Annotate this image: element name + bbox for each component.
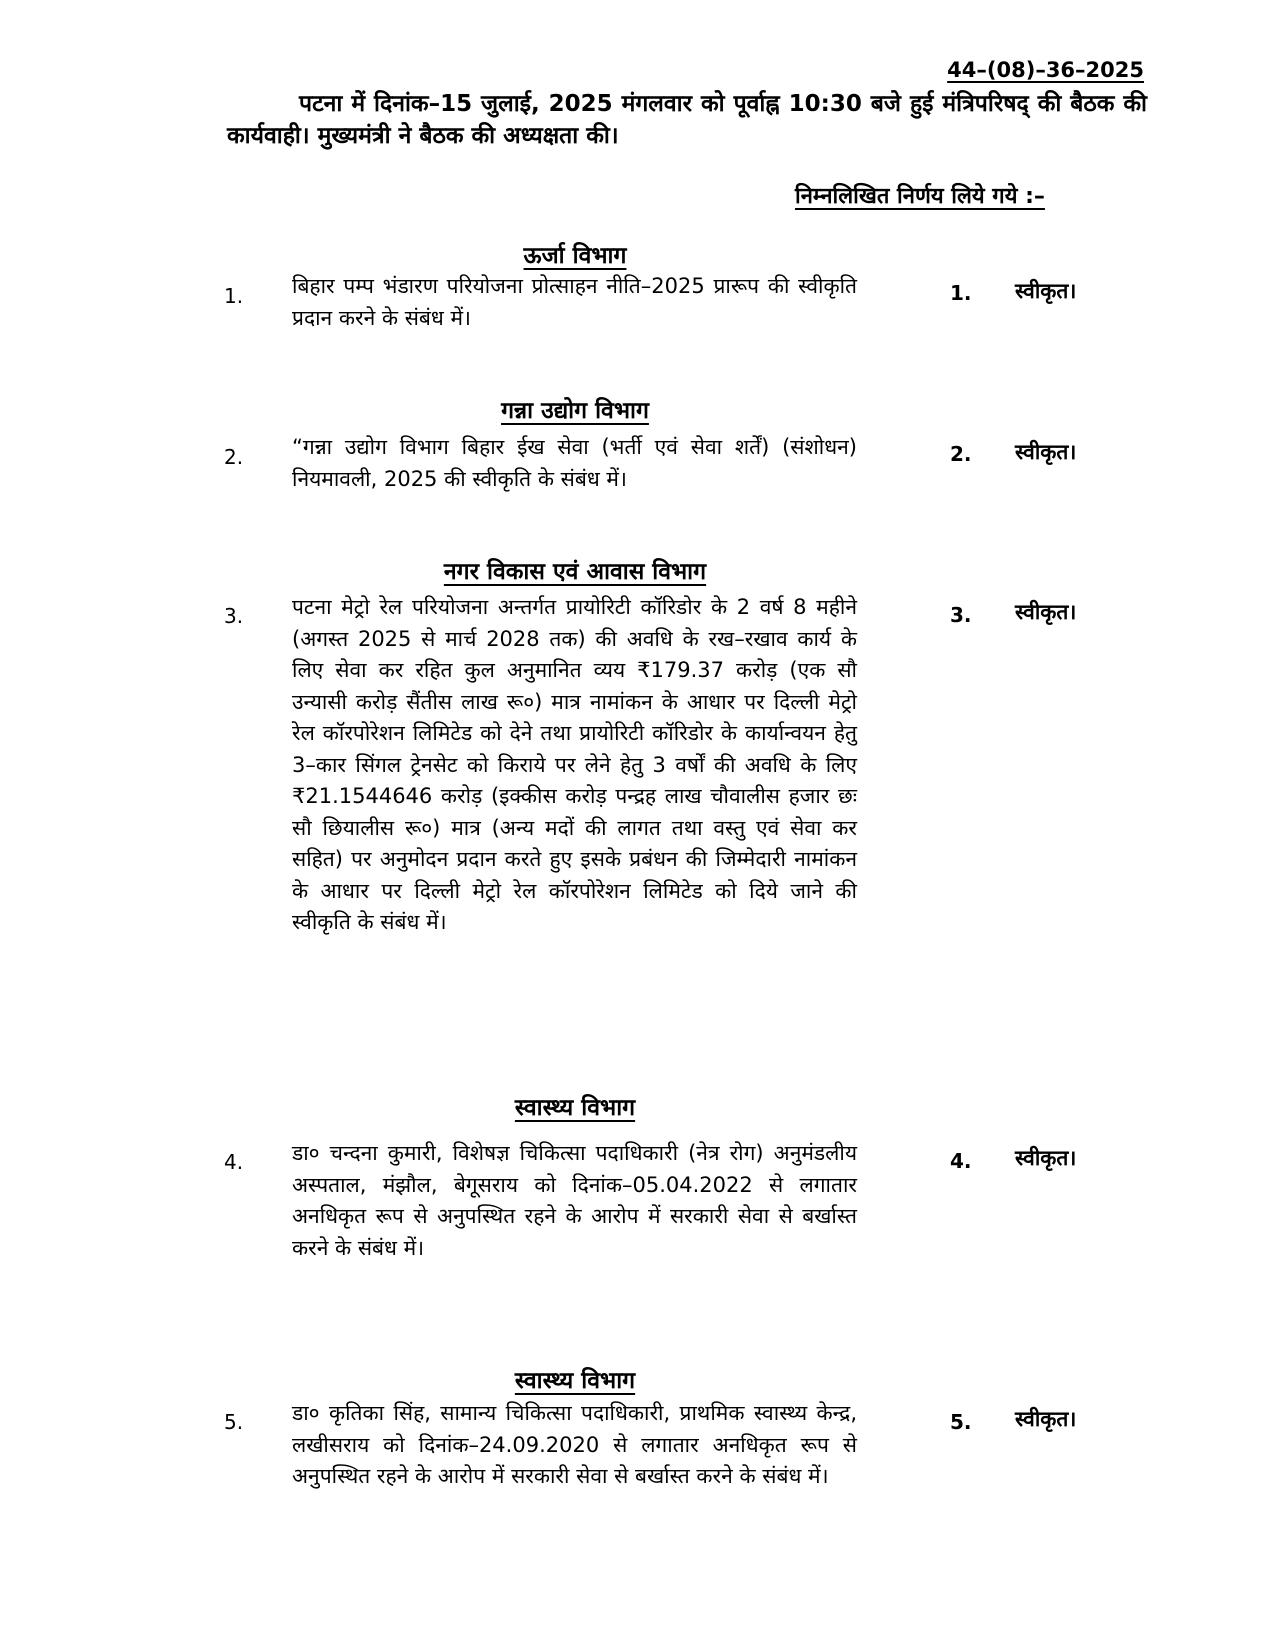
decision-status: स्वीकृत। [1015, 279, 1077, 303]
item-number: 2. [224, 445, 244, 469]
decision-number: 4. [950, 1149, 972, 1173]
item-number: 3. [224, 604, 244, 628]
department-heading: स्वास्थ्य विभाग [514, 1368, 636, 1394]
item-text: “गन्ना उद्योग विभाग बिहार ईख सेवा (भर्ती एवं सेवा शर्तें) (संशोधन) नियमावली, 2025 की स्वीकृति के संबंध में। [292, 435, 857, 491]
item-text: पटना मेट्रो रेल परियोजना अन्तर्गत प्रायोरिटी कॉरिडोर के 2 वर्ष 8 महीने (अगस्त 2025 से मार्च 2028 तक) की अवधि के रख–रखाव कार्य के लिए सेवा कर रहित कुल अनुमानित व्यय ₹179.37 करोड़ (एक सौ उन्यासी करोड़ सैंतीस लाख रू०) मात्र नामांकन के आधार पर दिल्ली मेट्रो रेल कॉरपोरेशन लिमिटेड को देने तथा प्रायोरिटी कॉरिडोर के कार्यान्वयन हेतु 3–कार सिंगल ट्रेनसेट को किराये पर लेने हेतु 3 वर्षों की अवधि के लिए ₹21.1544646 करोड़ (इक्कीस करोड़ पन्द्रह लाख चौवालीस हजार छः सौ छियालीस रू०) मात्र (अन्य मदों की लागत तथा वस्तु एवं सेवा कर सहित) पर अनुमोदन प्रदान करते हुए इसके प्रबंधन की जिम्मेदारी नामांकन के आधार पर दिल्ली मेट्रो रेल कॉरपोरेशन लिमिटेड को दिये जाने की स्वीकृति के संबंध में। [292, 595, 857, 934]
proceedings-heading: पटना में दिनांक–15 जुलाई, 2025 मंगलवार को पूर्वाह्न 10:30 बजे हुई मंत्रिपरिषद् की बैठक की कार्यवाही। मुख्यमंत्री ने बैठक की अध्यक्षता की। [227, 91, 1147, 149]
item-text: डा० चन्दना कुमारी, विशेषज्ञ चिकित्सा पदाधिकारी (नेत्र रोग) अनुमंडलीय अस्पताल, मंझौल, बेगूसराय को दिनांक–05.04.2022 से लगातार अनधिकृत रूप से अनुपस्थित रहने के आरोप में सरकारी सेवा से बर्खास्त करने के संबंध में। [292, 1141, 857, 1260]
decision-status: स्वीकृत। [1015, 440, 1077, 464]
department-heading: नगर विकास एवं आवास विभाग [443, 559, 707, 585]
decisions-title: निम्नलिखित निर्णय लिये गये :– [795, 184, 1045, 209]
item-number: 4. [224, 1150, 244, 1174]
decision-number: 1. [950, 281, 972, 305]
item-number: 1. [224, 284, 244, 308]
department-heading: ऊर्जा विभाग [523, 243, 627, 269]
decision-status: स्वीकृत। [1015, 1146, 1077, 1170]
department-heading: स्वास्थ्य विभाग [514, 1095, 636, 1121]
decision-status: स्वीकृत। [1015, 600, 1077, 624]
item-text: डा० कृतिका सिंह, सामान्य चिकित्सा पदाधिकारी, प्राथमिक स्वास्थ्य केन्द्र, लखीसराय को दिनांक–24.09.2020 से लगातार अनधिकृत रूप से अनुपस्थित रहने के आरोप में सरकारी सेवा से बर्खास्त करने के संबंध में। [292, 1401, 857, 1488]
reference-number: 44–(08)–36–2025 [947, 58, 1144, 82]
decision-number: 5. [950, 1410, 972, 1434]
decision-number: 2. [950, 442, 972, 466]
item-number: 5. [224, 1410, 244, 1434]
item-text: बिहार पम्प भंडारण परियोजना प्रोत्साहन नीति–2025 प्रारूप की स्वीकृति प्रदान करने के संबंध में। [292, 274, 857, 330]
decision-number: 3. [950, 603, 972, 627]
department-heading: गन्ना उद्योग विभाग [501, 398, 649, 424]
decision-status: स्वीकृत। [1015, 1407, 1077, 1431]
